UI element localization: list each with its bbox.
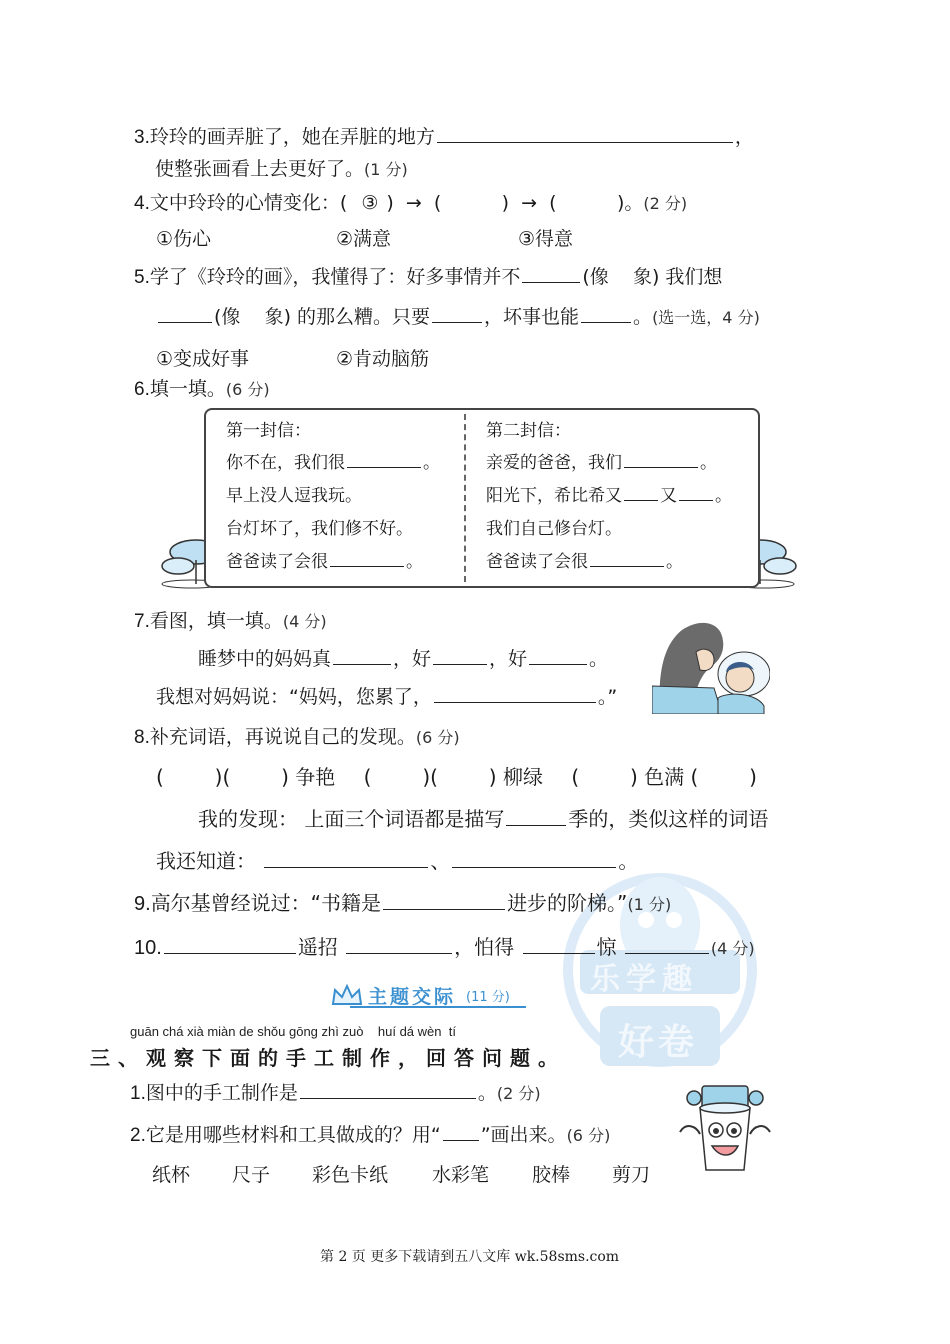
q10-word-2: ，怕得 [454,935,515,959]
q7-l1c: ，好 [489,648,528,670]
q7-l1d: 。 [589,648,609,670]
q10-number: 10. [134,937,162,959]
q3-text2: 使整张画看上去更好了。 [155,158,365,180]
q10-blank-3[interactable] [523,935,595,954]
letter2-blank-1[interactable] [624,453,698,468]
letter1-blank-1[interactable] [347,453,421,468]
q5-blank-2[interactable] [158,304,212,323]
section-title: 主题交际 [368,986,457,1008]
q8-know-label: 我还知道： [156,849,256,873]
q8-score: (6 分) [415,728,460,747]
q8-line [134,724,460,751]
q8-find-label: 我的发现： [198,807,298,831]
q5-blank-4[interactable] [581,304,631,323]
q7-l1a: 睡梦中的妈妈真 [198,648,332,670]
p3q1-text: 图中的手工制作是 [145,1082,298,1104]
q10-score: (4 分) [710,939,755,958]
letter1-line3: 台灯坏了，我们修不好。 [226,519,413,539]
q8-paren-5[interactable]: ( ) [571,765,638,789]
material-item-1[interactable]: 纸杯 [152,1164,191,1186]
q8-word-1: 争艳 [295,765,336,789]
q7-number: 7. [134,611,150,632]
q8-find-text: 上面三个词语都是描写 [304,807,505,831]
q8-paren-1[interactable]: ( ) [156,765,223,789]
letter2-blank-2[interactable] [624,486,658,501]
q4-option-2: ②满意 [336,228,392,250]
letter2-line4-text: 爸爸读了会很 [486,552,588,572]
material-item-5[interactable]: 胶棒 [532,1164,571,1186]
q10-blank-2[interactable] [346,935,452,954]
q6-number: 6. [134,379,150,400]
letter1-line4 [226,551,423,573]
q5-option-2: ②肯动脑筋 [336,348,430,370]
q4-line [134,190,687,217]
part3-title: 三、观察下面的手工制作，回答问题。 [90,1046,566,1070]
letter1-blank-2[interactable] [330,552,404,567]
q5-option-1: ①变成好事 [156,348,250,370]
q6-score: (6 分) [225,380,270,399]
watermark-text-2: 好卷 [618,1022,699,1063]
period: 。 [406,552,423,572]
q5-paren2: (像 象) 的那么糟。只要 [214,306,431,328]
p3q1-score: (2 分) [496,1084,541,1103]
letter2-line1-text: 亲爱的爸爸，我们 [486,453,622,473]
q4-answer: ③ [361,192,379,214]
material-item-2[interactable]: 尺子 [232,1164,271,1186]
letter2-blank-3[interactable] [679,486,713,501]
q6-line [134,376,270,403]
q9-score: (1 分) [627,895,672,914]
letter2-line2 [486,485,732,507]
p3q2-line [130,1122,610,1149]
q9-line [134,890,671,918]
letter2-line3: 我们自己修台灯。 [486,519,622,539]
q8-paren-2[interactable]: ( ) [222,765,289,789]
letter1-line4-text: 爸爸读了会很 [226,552,328,572]
p3q2-number: 2. [130,1125,146,1146]
period: 。 [423,453,440,473]
q4-option-1: ①伤心 [156,228,212,250]
period: 。 [715,486,732,506]
q5-end: 。 [633,306,653,328]
p3q2-text2: ”画出来。 [480,1124,567,1146]
q5-line2 [156,304,760,331]
letter1-line1-text: 你不在，我们很 [226,453,345,473]
letter1-line2: 早上没人逗我玩。 [226,486,362,506]
q5-score: (选一选，4 分) [652,308,760,327]
p3q2-score: (6 分) [566,1126,611,1145]
q3-comma: ， [734,126,754,148]
q8-word-3: 色满 [644,765,685,789]
q7-score: (4 分) [282,612,327,631]
q8-words [156,764,757,790]
material-item-4[interactable]: 水彩笔 [432,1164,490,1186]
q8-blank-season[interactable] [506,807,566,826]
q7-text: 看图，填一填。 [149,610,283,632]
letter1-line1 [226,452,440,474]
page-footer: 第 2 页 更多下载请到五八文库 wk.58sms.com [320,1249,620,1265]
letter1-title: 第一封信： [226,421,311,441]
letter2-line2-text: 阳光下，希比希又 [486,486,622,506]
watermark [560,850,760,1110]
watermark-text-1: 乐学趣 [590,962,698,997]
q10-word-1: 遥招 [297,935,338,959]
q7-sentence1 [198,646,608,672]
period: 。 [666,552,683,572]
q7-sentence2 [156,684,617,710]
q8-finding-1 [198,806,768,832]
q4-end: 。 [624,192,644,214]
q4-text: 文中玲玲的心情变化：( [149,192,348,214]
q8-blank-word-2[interactable] [452,849,616,868]
part3-pinyin: guān chá xià miàn de shǒu gōng zhì zuò huí dá wèn tí [130,1024,456,1039]
section-underline [350,1006,526,1008]
letters-divider [464,414,466,582]
q10-blank-1[interactable] [164,935,296,954]
q7-l2a: 我想对妈妈说：“妈妈，您累了， [156,686,432,708]
q3-text: 玲玲的画弄脏了，她在弄脏的地方 [149,126,435,148]
q7-blank-1[interactable] [333,646,391,665]
crown-icon [330,982,364,1008]
q5-blank-1[interactable] [522,264,580,283]
q10-blank-4[interactable] [625,935,709,954]
q5-number: 5. [134,267,150,288]
q7-l1b: ，好 [393,648,432,670]
q8-word-2: 柳绿 [502,765,543,789]
q5-blank-3[interactable] [432,304,482,323]
q3-line1 [134,124,754,151]
mother-child-illustration [652,616,770,714]
letter2-blank-4[interactable] [590,552,664,567]
q4-option-3: ③得意 [518,228,574,250]
q9-text2: 进步的阶梯。” [507,891,628,915]
letter2-line1 [486,452,717,474]
q5-line1 [134,264,722,291]
q3-blank[interactable] [437,124,733,143]
period: 。 [700,453,717,473]
q7-blank-4[interactable] [434,684,596,703]
q8-paren-3[interactable]: ( ) [363,765,431,789]
material-item-6[interactable]: 剪刀 [612,1164,651,1186]
q8-blank-word-1[interactable] [264,849,428,868]
letter2-line4 [486,551,683,573]
material-item-3[interactable]: 彩色卡纸 [312,1164,389,1186]
q8-find-text2: 季的，类似这样的词语 [568,807,769,831]
p3q1-line [130,1080,541,1107]
q3-number: 3. [134,127,150,148]
q7-line [134,608,327,635]
p3q1-blank[interactable] [300,1080,476,1099]
q7-blank-2[interactable] [433,646,487,665]
q9-text1: 高尔基曾经说过：“书籍是 [150,891,382,915]
paper-cup-craft-illustration [676,1082,774,1176]
q8-text: 补充词语，再说说自己的发现。 [149,726,416,748]
p3q1-number: 1. [130,1083,146,1104]
q5-mid: ，坏事也能 [484,306,580,328]
q5-text1: 学了《玲玲的画》，我懂得了：好多事情并不 [149,266,521,288]
section-score: (11 分) [466,990,510,1005]
letter2-title: 第二封信： [486,421,571,441]
p3q2-text: 它是用哪些材料和工具做成的？用“ [145,1124,441,1146]
q9-number: 9. [134,893,151,915]
q8-paren-4[interactable]: ( ) [430,765,497,789]
q5-paren1: (像 象) 我们想 [582,266,723,288]
q9-blank[interactable] [383,891,505,910]
letter2-line2-you: 又 [660,486,677,506]
q7-blank-3[interactable] [529,646,587,665]
q8-end: 。 [618,849,639,873]
q8-sep: 、 [430,849,451,873]
q10-line [134,934,755,962]
p3q2-blank[interactable] [443,1122,479,1141]
q3-score: (1 分) [364,160,408,179]
q8-number: 8. [134,727,150,748]
q3-line2 [155,156,408,183]
p3q1-end: 。 [477,1082,497,1104]
q10-word-3: 惊 [596,935,617,959]
q8-paren-6[interactable]: ( ) [690,765,757,789]
q4-sequence: ) → ( ) → ( ) [386,192,625,214]
q4-score: (2 分) [643,194,688,213]
q7-l2b: 。” [597,686,618,708]
q8-finding-2 [156,848,638,874]
q4-number: 4. [134,193,150,214]
q6-text: 填一填。 [149,378,226,400]
